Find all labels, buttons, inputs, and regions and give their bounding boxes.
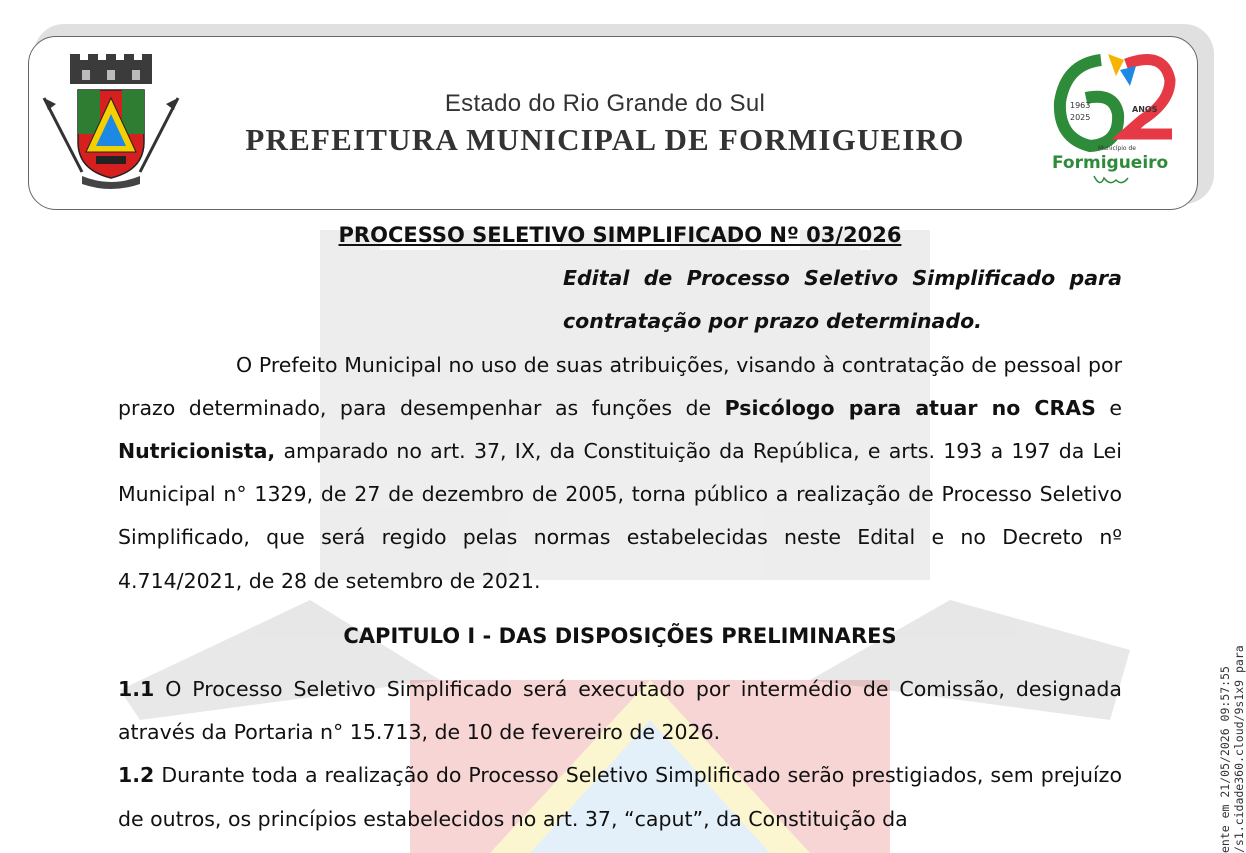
intro-text-1: O Prefeito Municipal no uso de suas atribuições, visando à contratação de pessoal por prazo determinado, para desempenhar as funções de — [118, 352, 1122, 420]
intro-text-3: amparado no art. 37, IX, da Constituição da República, e arts. 193 a 197 da Lei Municipal n° 1329, de 27 de dezembro de 2005, torna público a realização de Processo Seletivo Simplificado, que será regido pelas normas estabelecidas neste Edital e no Decreto nº 4.714/2021, de 28 de setembro de 2021. — [118, 439, 1122, 593]
document-subtitle — [563, 257, 1122, 343]
clause-1-2 — [118, 754, 1122, 840]
intro-paragraph — [118, 344, 1122, 603]
anniversary-start-year: 1963 — [1070, 101, 1091, 110]
state-name: Estado do Rio Grande do Sul — [444, 90, 766, 117]
clause-number: 1.1 — [118, 677, 155, 702]
stamp-line-1: ente em 21/05/2026 09:57:55 — [1218, 666, 1232, 853]
anniversary-city-name: Formigueiro — [1052, 153, 1169, 173]
clause-text: Durante toda a realização do Processo Seletivo Simplificado serão prestigiados, sem prejuízo de outros, os princípios estabelecidos no art. 37, “caput”, da Constituição da — [118, 763, 1122, 831]
digital-signature-stamp — [1188, 595, 1246, 853]
clause-1-1 — [118, 668, 1122, 754]
role-nutricionista: Nutricionista, — [118, 439, 276, 464]
subtitle-line-2: contratação por prazo determinado. — [563, 309, 982, 334]
document-body — [118, 210, 1122, 841]
intro-text-2: e — [1095, 395, 1122, 420]
role-psicologo: Psicólogo para atuar no CRAS — [724, 395, 1096, 420]
clause-number: 1.2 — [118, 763, 155, 788]
subtitle-line-1: Edital de Processo Seletivo Simplificado para — [563, 266, 1122, 291]
anniversary-end-year: 2025 — [1070, 113, 1091, 122]
anniversary-years-label: ANOS — [1132, 105, 1158, 114]
prefecture-name: PREFEITURA MUNICIPAL DE FORMIGUEIRO — [245, 122, 965, 157]
clause-text: O Processo Seletivo Simplificado será executado por intermédio de Comissão, designada através da Portaria n° 15.713, de 10 de fevereiro de 2026. — [118, 677, 1122, 745]
municipal-coat-of-arms-icon — [42, 52, 180, 190]
stamp-line-2: /s1.cidade360.cloud/9s1x9 para — [1232, 645, 1246, 853]
anniversary-municipio-label: Município de — [1098, 145, 1136, 152]
chapter-title: CAPITULO I - DAS DISPOSIÇÕES PRELIMINARES — [343, 623, 897, 648]
anniversary-logo-icon — [1046, 46, 1178, 196]
document-title: PROCESSO SELETIVO SIMPLIFICADO Nº 03/2026 — [338, 223, 902, 247]
